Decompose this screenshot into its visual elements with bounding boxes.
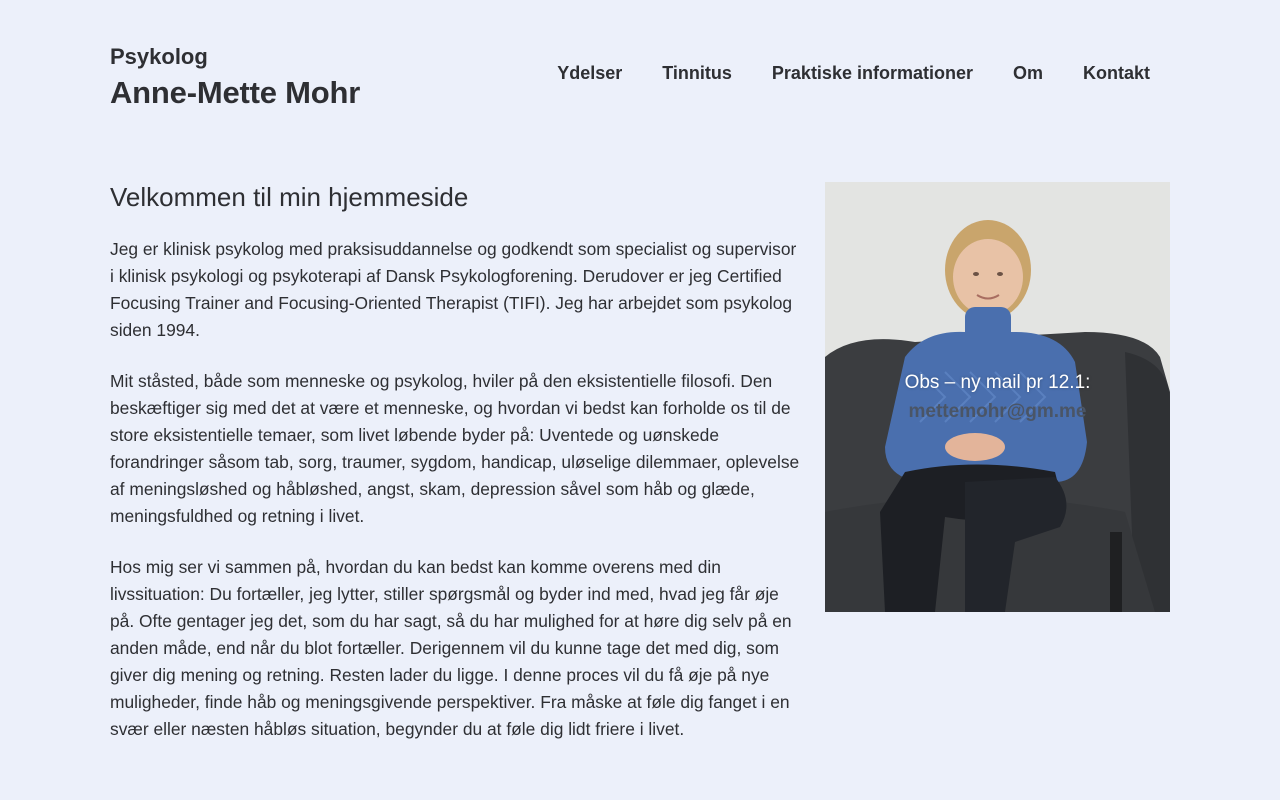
nav-item-kontakt[interactable]: Kontakt	[1083, 63, 1150, 83]
email-notice	[825, 368, 1170, 426]
brand-name: Anne-Mette Mohr	[110, 75, 361, 110]
process-paragraph: Hos mig ser vi sammen på, hvordan du kan bedst kan komme overens med din livssituation: Du fortæller, jeg lytter, stiller spørgsmål og byder ind med, hvad jeg får øje på. Ofte gentager jeg det, som du har sagt, så du har mulighed for at høre dig selv på en anden måde, end når du blot fortæller. Derigennem vil du kunne tage det med dig, som giver dig mening og retning. Resten lader du ligge. I denne proces vil du få øje på nye muligheder, finde håb og meningsgivende perspektiver. Fra måske at føle dig fanget i en svær eller næsten håbløs situation, begynder du at føle dig lidt friere i livet.	[110, 557, 792, 739]
intro-paragraph: Jeg er klinisk psykolog med praksisuddannelse og godkendt som specialist og supervisor i klinisk psykologi og psykoterapi af Dansk Psykologforening. Derudover er jeg Certified Focusing Trainer and Focusing-Oriented Therapist (TIFI). Jeg har arbejdet som psykolog siden 1994.	[110, 239, 797, 340]
nav-item-praktiske-informationer[interactable]: Praktiske informationer	[771, 63, 973, 83]
main-content	[110, 180, 802, 767]
portrait-photo	[825, 182, 1170, 612]
notice-text: Obs – ny mail pr 12.1:	[904, 372, 1091, 393]
page-title: Velkommen til min hjemmeside	[110, 182, 469, 212]
philosophy-paragraph: Mit ståsted, både som menneske og psykolog, hviler på den eksistentielle filosofi. Den beskæftiger sig med det at være et menneske, og hvordan vi bedst kan forholde os til de store eksistentielle temaer, som livet løbende byder på: Uventede og uønskede forandringer såsom tab, sorg, traumer, sygdom, handicap, uløselige dilemmaer, oplevelse af meningsløshed og håbløshed, angst, skam, depression såvel som håb og glæde, meningsfuldhed og retning i livet.	[110, 371, 800, 526]
main-nav	[557, 60, 1150, 86]
brand-subtitle: Psykolog	[110, 44, 208, 69]
site-logo-link[interactable]	[110, 43, 360, 113]
new-email-link[interactable]: mettemohr@gm.me	[908, 401, 1087, 422]
nav-item-tinnitus[interactable]: Tinnitus	[662, 63, 732, 83]
nav-item-ydelser[interactable]: Ydelser	[557, 63, 623, 83]
nav-item-om[interactable]: Om	[1012, 63, 1043, 83]
